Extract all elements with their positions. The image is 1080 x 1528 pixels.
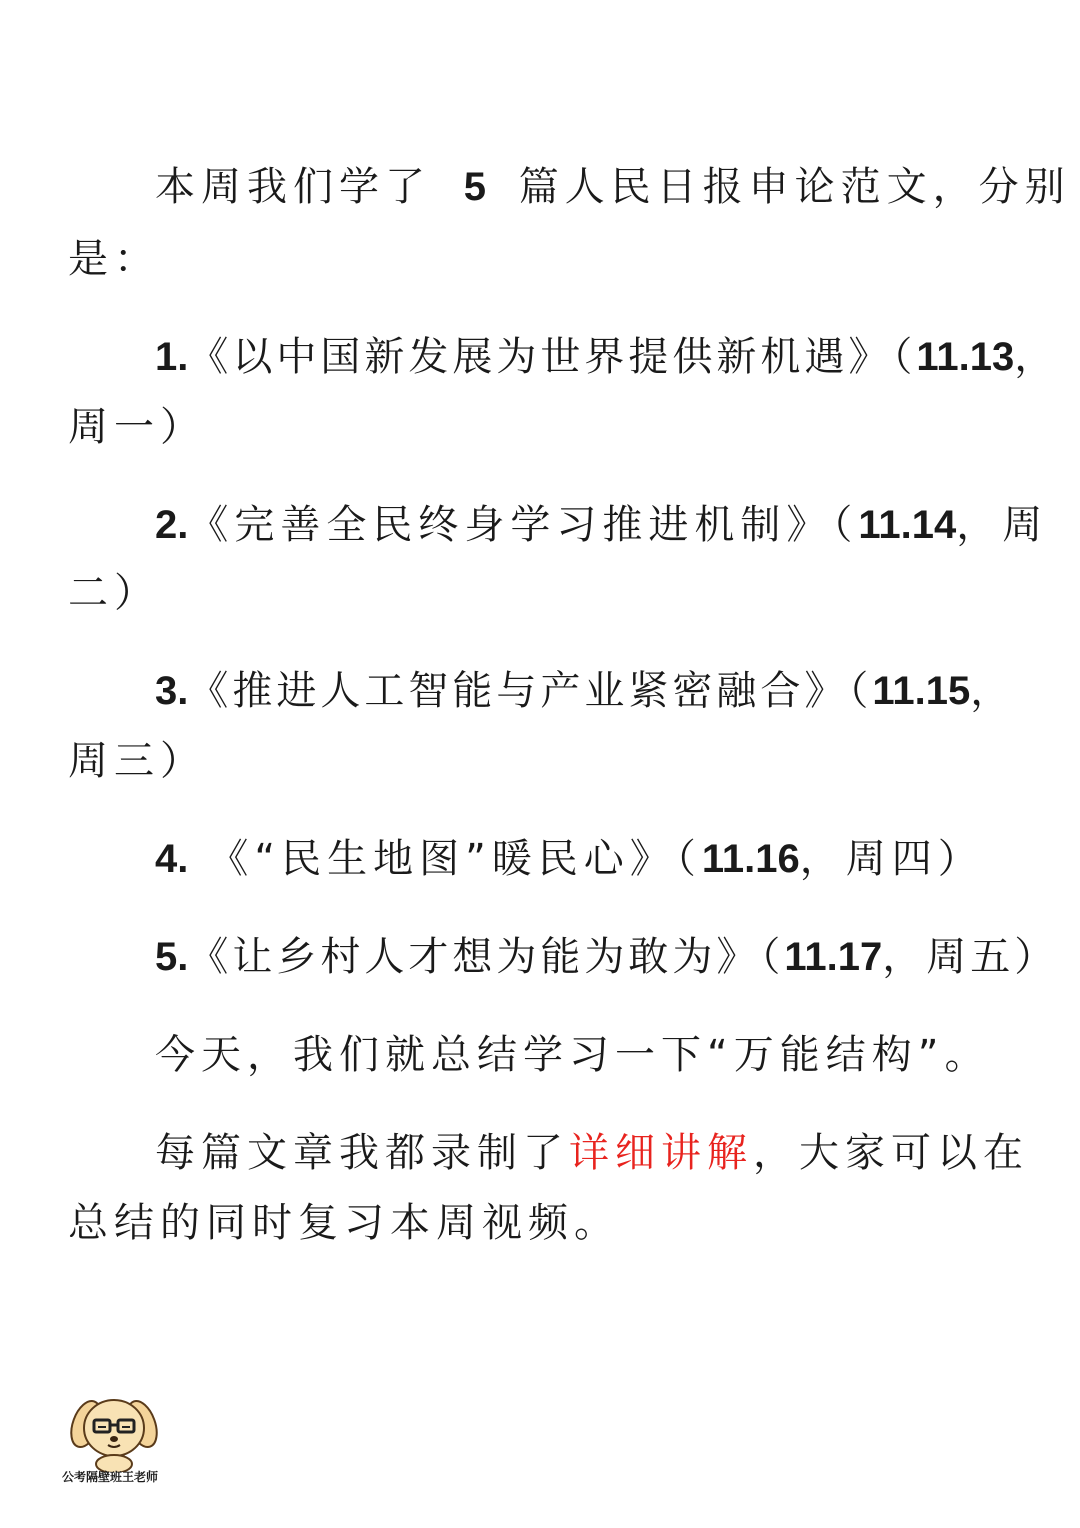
summary-text: 今天，我们就总结学习一下“万能结构”。 [155,1032,991,1078]
item-number: 3. [155,669,189,713]
closing-text-start: 每篇文章我都录制了 [155,1130,569,1176]
article-weekday: 二） [68,570,160,616]
intro-text-start: 本周我们学了 [155,164,431,210]
intro-line-2 [0,234,1080,284]
intro-text-end: 篇人民日报申论范文，分别 [518,164,1071,210]
intro-line-1 [0,162,1080,212]
article-weekday: 周一） [68,404,206,450]
closing-line-1 [0,1128,1080,1178]
article-date: 11.13 [916,335,1015,379]
paren-open: （ [848,668,873,714]
list-item-2-cont [0,568,1080,618]
article-title: 《“民生地图”暖民心》 [208,836,676,882]
article-title: 《以中国新发展为世界提供新机遇》 [188,334,893,380]
date-rest: ，周四） [799,836,984,882]
intro-continuation: 是： [68,236,160,282]
article-title: 《完善全民终身学习推进机制》 [188,502,833,548]
closing-text-end: ，大家可以在 [753,1130,1029,1176]
article-weekday: 周三） [68,738,206,784]
date-comma: ， [1014,334,1059,380]
paren-open: （ [832,502,859,548]
paren-open: （ [892,334,917,380]
logo-caption: 公考隔壁班王老师 [62,1470,159,1484]
article-date: 11.16 [701,837,800,881]
list-item-4 [0,834,1080,884]
paren-open: （ [675,836,702,882]
closing-continuation: 总结的同时复习本周视频。 [68,1200,620,1246]
highlight-text: 详细讲解 [569,1130,753,1176]
summary-line [0,1030,1080,1080]
article-date: 11.14 [858,503,957,547]
closing-line-2 [0,1198,1080,1248]
article-title: 《推进人工智能与产业紧密融合》 [188,668,849,714]
date-rest: ，周五） [882,934,1059,980]
intro-count: 5 [463,165,486,209]
article-title: 《让乡村人才想为能为敢为》 [188,934,761,980]
list-item-2 [0,500,1080,550]
list-item-1 [0,332,1080,382]
paren-open: （ [760,934,785,980]
item-number: 4. [155,837,189,881]
article-date: 11.17 [784,935,883,979]
item-number: 2. [155,503,189,547]
date-rest: ，周 [956,502,1049,548]
list-item-3-cont [0,736,1080,786]
dog-mascot-icon [66,1392,162,1472]
list-item-1-cont [0,402,1080,452]
list-item-3 [0,666,1080,716]
article-date: 11.15 [872,669,971,713]
item-number: 1. [155,335,189,379]
item-number: 5. [155,935,189,979]
list-item-5 [0,932,1080,982]
date-comma: ， [970,668,1015,714]
